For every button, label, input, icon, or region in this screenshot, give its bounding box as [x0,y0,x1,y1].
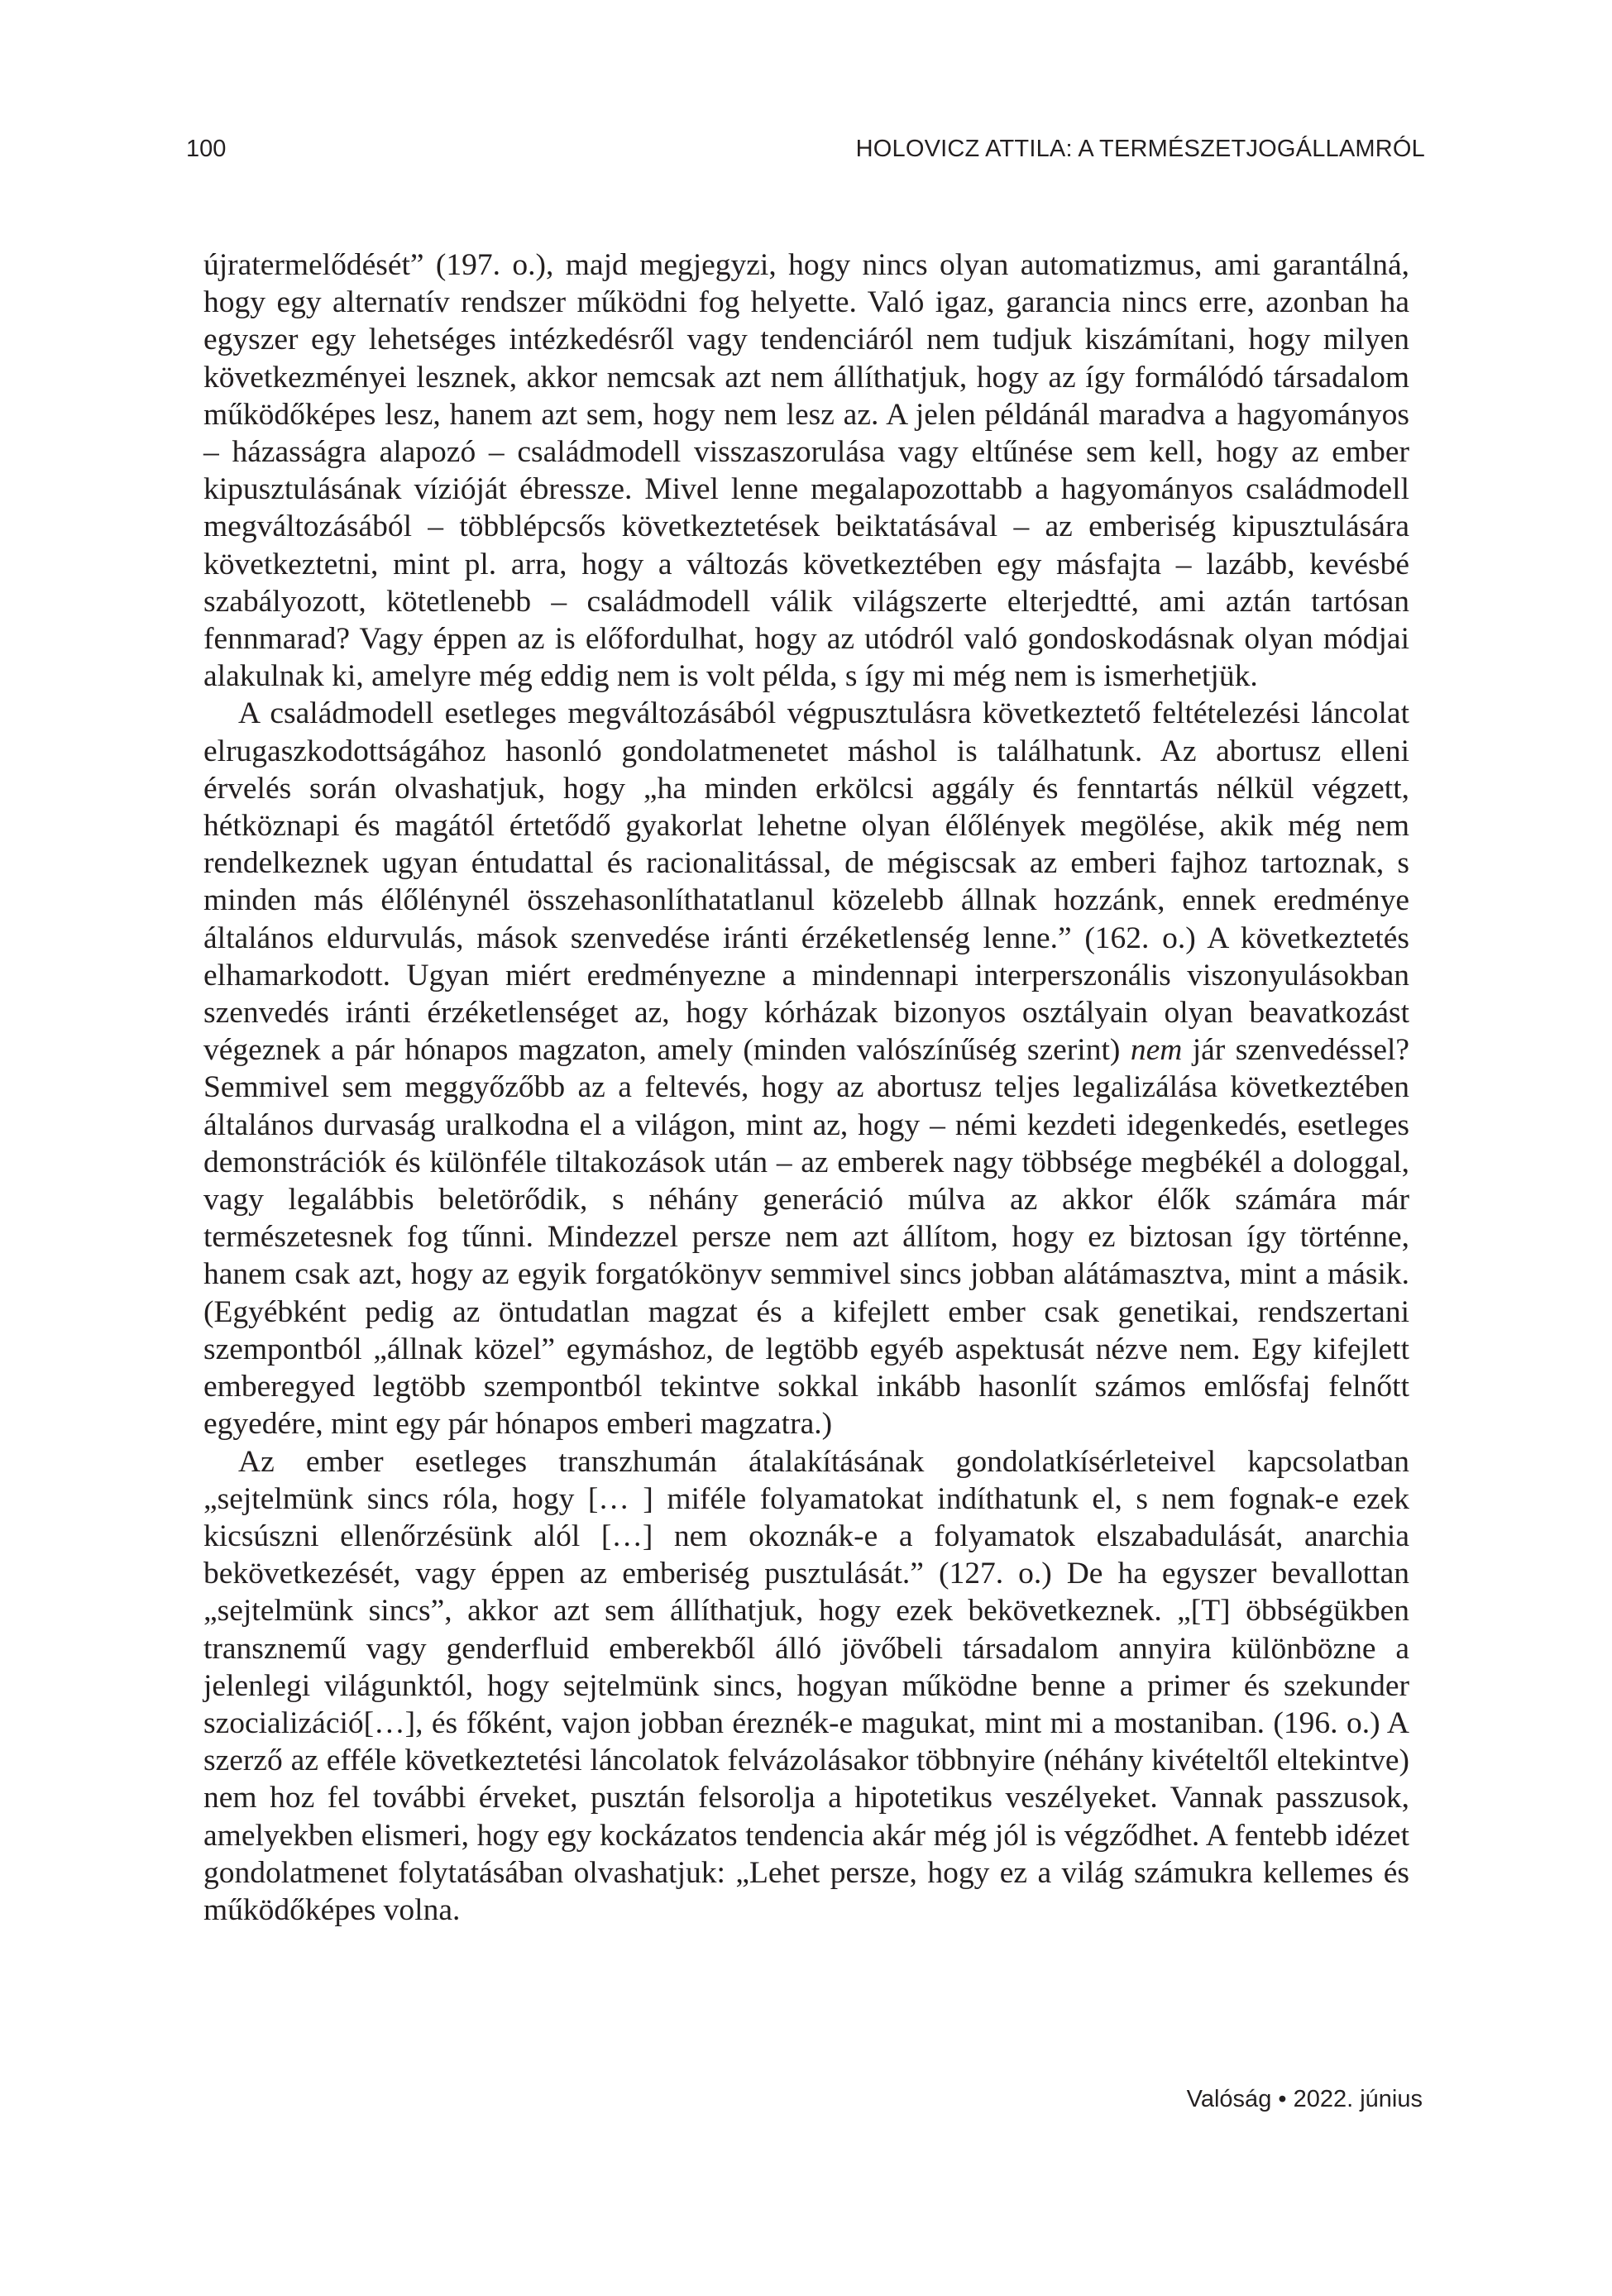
running-title: HOLOVICZ ATTILA: A TERMÉSZETJOGÁLLAMRÓL [855,136,1425,162]
page-header [186,131,1425,167]
paragraph-3: Az ember esetleges transzhumán átalakításának gondolatkísérleteivel kapcsolatban „sejtelmünk sincs róla, hogy [… ] miféle folyamatokat indíthatunk el, s nem fognak-e ezek kicsúszni ellenőrzésünk alól […] nem okoznák-e a folyamatok elszabadulását, anarchia bekövetkezését, vagy éppen az emberiség pusztulását.” (127. o.) De ha egyszer bevallottan „sejtelmünk sincs”, akkor azt sem állíthatjuk, hogy ezek bekövetkeznek. „[T] öbbségükben transznemű vagy genderfluid emberekből álló jövőbeli társadalom annyira különbözne a jelenlegi világunktól, hogy sejtelmünk sincs, hogyan működne benne a primer és szekunder szocializáció[…], és főként, vajon jobban éreznék-e magukat, mint mi a mostaniban. (196. o.) A szerző az efféle következtetési láncolatok felvázolásakor többnyire (néhány kivételtől eltekintve) nem hoz fel további érveket, pusztán felsorolja a hipotetikus veszélyeket. Vannak passzusok, amelyekben elismeri, hogy egy kockázatos tendencia akár még jól is végződhet. A fentebb idézet gondolatmenet folytatásában olvashatjuk: „Lehet persze, hogy ez a világ számukra kellemes és működőképes volna. [203,1444,1409,1927]
paragraph-2 [203,695,1409,1442]
paragraph-2-text-after: jár szenvedéssel? Semmivel sem meggyőzőbb az a feltevés, hogy az abortusz teljes legalizálása következtében általános durvaság uralkodna el a világon, mint az, hogy – némi kezdeti idegenkedés, esetleges demonstrációk és különféle tiltakozások után – az emberek nagy többsége megbékél a dologgal, vagy legalábbis beletörődik, s néhány generáció múlva az akkor élők számára már természetesnek fog tűnni. Mindezzel persze nem azt állítom, hogy ez biztosan így történne, hanem csak azt, hogy az egyik forgatókönyv semmivel sincs jobban alátámasztva, mint a másik. (Egyébként pedig az öntudatlan magzat és a kifejlett ember csak genetikai, rendszertani szempontból „állnak közel” egymáshoz, de legtöbb egyéb aspektusát nézve nem. Egy kifejlett emberegyed legtöbb szempontból tekintve sokkal inkább hasonlít számos emlősfaj felnőtt egyedére, mint egy pár hónapos emberi magzatra.) [203,1033,1410,1442]
paragraph-1: újratermelődését” (197. o.), majd megjegyzi, hogy nincs olyan automatizmus, ami garantálná, hogy egy alternatív rendszer működni fog helyette. Való igaz, garancia nincs erre, azonban ha egyszer egy lehetséges intézkedésről vagy tendenciáról nem tudjuk kiszámítani, hogy milyen következményei lesznek, akkor nemcsak azt nem állíthatjuk, hogy az így formálódó társadalom működőképes lesz, hanem azt sem, hogy nem lesz az. A jelen példánál maradva a hagyományos – házasságra alapozó – családmodell visszaszorulása vagy eltűnése sem kell, hogy az ember kipusztulásának vízióját ébressze. Mivel lenne megalapozottabb a hagyományos családmodell megváltozásából – többlépcsős következtetések beiktatásával – az emberiség kipusztulására következtetni, mint pl. arra, hogy a változás következtében egy másfajta – lazább, kevésbé szabályozott, kötetlenebb – családmodell válik világszerte elterjedtté, ami aztán tartósan fennmarad? Vagy éppen az is előfordulhat, hogy az utódról való gondoskodásnak olyan módjai alakulnak ki, amelyre még eddig nem is volt példa, s így mi még nem is ismerhetjük. [203,248,1409,694]
article-body [203,246,1409,1929]
page-number: 100 [186,136,227,162]
paragraph-2-emphasis: nem [1130,1033,1183,1068]
page-footer [1187,2081,1423,2117]
paragraph-2-text-before: A családmodell esetleges megváltozásából végpusztulásra következtető feltételezési láncolat elrugaszkodottságához hasonló gondolatmenetet máshol is találhatunk. Az abortusz elleni érvelés során olvashatjuk, hogy „ha minden erkölcsi aggály és fenntartás nélkül végzett, hétköznapi és magától értetődő gyakorlat lehetne olyan élőlények megölése, akik még nem rendelkeznek ugyan éntudattal és racionalitással, de mégiscsak az emberi fajhoz tartoznak, s minden más élőlénynél összehasonlíthatatlanul közelebb állnak hozzánk, ennek eredménye általános eldurvulás, mások szenvedése iránti érzéketlenség lenne.” (162. o.) A következtetés elhamarkodott. Ugyan miért eredményezne a mindennapi interperszonális viszonyulásokban szenvedés iránti érzéketlenséget az, hogy kórházak bizonyos osztályain olyan beavatkozást végeznek a pár hónapos magzaton, amely (minden valószínűség szerint) [203,696,1409,1068]
journal-issue: Valóság • 2022. június [1186,2086,1423,2112]
